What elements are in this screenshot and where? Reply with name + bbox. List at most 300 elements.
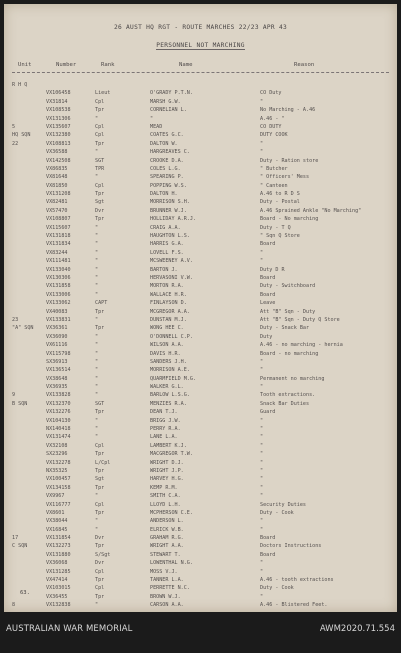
table-row bbox=[4, 551, 397, 559]
table-row bbox=[4, 542, 397, 550]
number-cell: VX36588 bbox=[46, 149, 68, 156]
reason-cell: DUTY COOK bbox=[260, 132, 288, 139]
column-header-number: Number bbox=[56, 62, 77, 68]
table-row bbox=[4, 240, 397, 248]
number-cell: VX131306 bbox=[46, 115, 71, 122]
reason-cell: CO Duty bbox=[260, 90, 282, 97]
reason-cell: Board bbox=[260, 241, 276, 248]
rank-cell: Tpr bbox=[95, 308, 105, 315]
name-cell: CORNELIAN L. bbox=[150, 107, 187, 114]
name-cell: MORTON R.A. bbox=[150, 283, 184, 290]
reason-cell: " bbox=[260, 484, 264, 491]
rank-cell: " bbox=[95, 174, 99, 181]
number-cell: VX61116 bbox=[46, 342, 68, 349]
unit-cell: 17 bbox=[12, 535, 19, 542]
rank-cell: " bbox=[95, 266, 99, 273]
rank-cell: " bbox=[95, 493, 99, 500]
table-row bbox=[4, 81, 397, 89]
number-cell: VX38044 bbox=[46, 518, 68, 525]
name-cell: BRUNNER W.J. bbox=[150, 207, 187, 214]
rank-cell: Cpl bbox=[95, 585, 105, 592]
name-cell: DALTON H. bbox=[150, 191, 178, 198]
table-row bbox=[4, 576, 397, 584]
unit-cell: 5 bbox=[12, 123, 16, 130]
rank-cell: " bbox=[95, 602, 99, 609]
reason-cell: " Butcher bbox=[260, 165, 288, 172]
name-cell: LAMBERT K.J. bbox=[150, 442, 187, 449]
name-cell: LOVELL F.S. bbox=[150, 249, 184, 256]
rank-cell: " bbox=[95, 434, 99, 441]
table-row bbox=[4, 215, 397, 223]
reason-cell: No Marching - A.46 bbox=[260, 107, 316, 114]
table-row bbox=[4, 173, 397, 181]
unit-cell: "A" SQN bbox=[12, 325, 34, 332]
number-cell: VX133828 bbox=[46, 392, 71, 399]
rank-cell: Tpr bbox=[95, 593, 105, 600]
rank-cell: " bbox=[95, 149, 99, 156]
unit-cell: HQ SQN bbox=[12, 132, 31, 139]
table-row bbox=[4, 601, 397, 609]
table-row bbox=[4, 425, 397, 433]
table-row bbox=[4, 198, 397, 206]
reason-cell: Permanent no marching bbox=[260, 375, 325, 382]
table-row bbox=[4, 123, 397, 131]
number-cell: VX108538 bbox=[46, 107, 71, 114]
table-row bbox=[4, 534, 397, 542]
reason-cell: " bbox=[260, 442, 264, 449]
rank-cell: " bbox=[95, 274, 99, 281]
table-row bbox=[4, 98, 397, 106]
name-cell: SMITH C.A. bbox=[150, 493, 181, 500]
number-cell: VX133831 bbox=[46, 316, 71, 323]
column-header-rank: Rank bbox=[101, 62, 115, 68]
reason-cell: CO DUTY bbox=[260, 123, 282, 130]
number-cell: VX111481 bbox=[46, 258, 71, 265]
name-cell: O'DONNELL C.P. bbox=[150, 333, 193, 340]
name-cell: DAVIS H.R. bbox=[150, 350, 181, 357]
number-cell: VX104130 bbox=[46, 417, 71, 424]
rank-cell: " bbox=[95, 241, 99, 248]
name-cell: CARSON A.A. bbox=[150, 602, 184, 609]
table-row bbox=[4, 333, 397, 341]
number-cell: VX115798 bbox=[46, 350, 71, 357]
rank-cell: " bbox=[95, 233, 99, 240]
reason-cell: " bbox=[260, 459, 264, 466]
name-cell: COLES L.G. bbox=[150, 165, 181, 172]
rank-cell: " bbox=[95, 342, 99, 349]
table-row bbox=[4, 182, 397, 190]
number-cell: VX131474 bbox=[46, 434, 71, 441]
number-cell: SX36913 bbox=[46, 358, 68, 365]
table-row bbox=[4, 257, 397, 265]
table-row bbox=[4, 408, 397, 416]
name-cell: MARSH G.W. bbox=[150, 98, 181, 105]
table-row bbox=[4, 115, 397, 123]
number-cell: VX131880 bbox=[46, 551, 71, 558]
reason-cell: Leave bbox=[260, 300, 276, 307]
rank-cell: Dvr bbox=[95, 560, 105, 567]
number-cell: VX131818 bbox=[46, 233, 71, 240]
table-row bbox=[4, 509, 397, 517]
reason-cell: Board bbox=[260, 291, 276, 298]
table-row bbox=[4, 467, 397, 475]
name-cell: BRIGG J.W. bbox=[150, 417, 181, 424]
number-cell: VX103015 bbox=[46, 585, 71, 592]
rank-cell: " bbox=[95, 375, 99, 382]
number-cell: VX135607 bbox=[46, 123, 71, 130]
name-cell: DEAN T.J. bbox=[150, 409, 178, 416]
table-row bbox=[4, 433, 397, 441]
header-divider bbox=[12, 72, 389, 73]
rank-cell: Tpr bbox=[95, 191, 105, 198]
table-row bbox=[4, 308, 397, 316]
table-row bbox=[4, 366, 397, 374]
unit-cell: R H Q bbox=[12, 82, 28, 88]
name-cell: KEMP R.M. bbox=[150, 484, 178, 491]
table-row bbox=[4, 375, 397, 383]
reason-cell: " bbox=[260, 149, 264, 156]
number-cell: VX16845 bbox=[46, 526, 68, 533]
reason-cell: " bbox=[260, 258, 264, 265]
name-cell: MCPHERSON C.E. bbox=[150, 509, 193, 516]
table-row bbox=[4, 501, 397, 509]
table-row bbox=[4, 224, 397, 232]
number-cell: VX116777 bbox=[46, 501, 71, 508]
rank-cell: Lieut bbox=[95, 90, 111, 97]
table-row bbox=[4, 274, 397, 282]
rank-cell: Tpr bbox=[95, 543, 105, 550]
name-cell: MORRISON S.H. bbox=[150, 199, 190, 206]
table-row bbox=[4, 148, 397, 156]
table-row bbox=[4, 568, 397, 576]
name-cell: " bbox=[150, 115, 154, 122]
subtitle-text: PERSONNEL NOT MARCHING bbox=[156, 42, 245, 49]
reason-cell: " bbox=[260, 476, 264, 483]
reason-cell: Board bbox=[260, 551, 276, 558]
rank-cell: " bbox=[95, 367, 99, 374]
reason-cell: Duty D R bbox=[260, 266, 285, 273]
rank-cell: " bbox=[95, 291, 99, 298]
reason-cell: " Sqn Q Store bbox=[260, 233, 300, 240]
number-cell: VX82481 bbox=[46, 199, 68, 206]
document-subtitle bbox=[4, 42, 397, 49]
reason-cell: Duty - Snack Bar bbox=[260, 325, 310, 332]
record-id: AWM2020.71.554 bbox=[319, 624, 395, 634]
name-cell: ELRICK W.B. bbox=[150, 526, 184, 533]
reason-cell: " bbox=[260, 426, 264, 433]
number-cell: VX134158 bbox=[46, 484, 71, 491]
table-row bbox=[4, 584, 397, 592]
name-cell: CROOKE D.A. bbox=[150, 157, 184, 164]
table-row bbox=[4, 475, 397, 483]
name-cell: BARTON J. bbox=[150, 266, 178, 273]
name-cell: SPEARING P. bbox=[150, 174, 184, 181]
name-cell: WALKER G.L. bbox=[150, 384, 184, 391]
table-row bbox=[4, 593, 397, 601]
name-cell: PERRY R.A. bbox=[150, 426, 181, 433]
reason-cell: Board bbox=[260, 535, 276, 542]
reason-cell: " bbox=[260, 526, 264, 533]
number-cell: VX32108 bbox=[46, 442, 68, 449]
document-page bbox=[4, 4, 397, 612]
rank-cell: " bbox=[95, 426, 99, 433]
reason-cell: Board - no marching bbox=[260, 350, 319, 357]
reason-cell: " bbox=[260, 417, 264, 424]
table-row bbox=[4, 324, 397, 332]
name-cell: COATES G.C. bbox=[150, 132, 184, 139]
name-cell: MENZIES R.A. bbox=[150, 400, 187, 407]
table-row bbox=[4, 417, 397, 425]
reason-cell: Board bbox=[260, 274, 276, 281]
name-cell: HOLLIDAY A.R.J. bbox=[150, 216, 197, 223]
column-header-unit: Unit bbox=[18, 62, 32, 68]
rank-cell: Tpr bbox=[95, 509, 105, 516]
number-cell: VX38648 bbox=[46, 375, 68, 382]
table-row bbox=[4, 232, 397, 240]
reason-cell: " bbox=[260, 367, 264, 374]
rank-cell: " bbox=[95, 224, 99, 231]
collection-name: AUSTRALIAN WAR MEMORIAL bbox=[6, 624, 133, 634]
reason-cell: Doctors Instructions bbox=[260, 543, 322, 550]
number-cell: VX106458 bbox=[46, 90, 71, 97]
reason-cell: " bbox=[260, 434, 264, 441]
number-cell: VX132370 bbox=[46, 400, 71, 407]
reason-cell: A.46 - tooth extractions bbox=[260, 577, 334, 584]
number-cell: VX131285 bbox=[46, 568, 71, 575]
name-cell: STEWART T. bbox=[150, 551, 181, 558]
reason-cell: Duty - Cook bbox=[260, 585, 294, 592]
name-cell: WRIGHT A.A. bbox=[150, 543, 184, 550]
unit-cell: 9 bbox=[12, 392, 16, 399]
reason-cell: " bbox=[260, 451, 264, 458]
name-cell: GRAHAM R.G. bbox=[150, 535, 184, 542]
reason-cell: " bbox=[260, 560, 264, 567]
number-cell: VX36455 bbox=[46, 593, 68, 600]
table-row bbox=[4, 358, 397, 366]
rank-cell: " bbox=[95, 518, 99, 525]
name-cell: HARRIS G.A. bbox=[150, 241, 184, 248]
reason-cell: " bbox=[260, 568, 264, 575]
number-cell: VX133062 bbox=[46, 300, 71, 307]
reason-cell: Duty - Switchboard bbox=[260, 283, 316, 290]
table-row bbox=[4, 492, 397, 500]
unit-cell: 23 bbox=[12, 316, 19, 323]
table-row bbox=[4, 165, 397, 173]
reason-cell: " bbox=[260, 249, 264, 256]
number-cell: VX36090 bbox=[46, 333, 68, 340]
number-cell: VX36361 bbox=[46, 325, 68, 332]
number-cell: VX9967 bbox=[46, 493, 65, 500]
rank-cell: " bbox=[95, 384, 99, 391]
name-cell: DALTON W. bbox=[150, 140, 178, 147]
table-row bbox=[4, 316, 397, 324]
rank-cell: Sgt bbox=[95, 476, 105, 483]
rank-cell: " bbox=[95, 358, 99, 365]
reason-cell: " bbox=[260, 518, 264, 525]
archive-footer bbox=[0, 616, 401, 653]
name-cell: HARGREAVES C. bbox=[150, 149, 190, 156]
name-cell: MORRISON A.E. bbox=[150, 367, 190, 374]
table-row bbox=[4, 559, 397, 567]
table-row bbox=[4, 517, 397, 525]
reason-cell: Att "B" Sqn - Duty bbox=[260, 308, 316, 315]
table-row bbox=[4, 526, 397, 534]
table-row bbox=[4, 106, 397, 114]
name-cell: PERRETTE N.C. bbox=[150, 585, 190, 592]
name-cell: WRIGHT D.J. bbox=[150, 459, 184, 466]
number-cell: VX132276 bbox=[46, 409, 71, 416]
rank-cell: " bbox=[95, 526, 99, 533]
unit-cell: 8 bbox=[12, 602, 16, 609]
name-cell: SANDERS J.H. bbox=[150, 358, 187, 365]
total-count: 63. bbox=[20, 590, 30, 596]
number-cell: VX36935 bbox=[46, 384, 68, 391]
table-row bbox=[4, 459, 397, 467]
reason-cell: Duty - Postal bbox=[260, 199, 300, 206]
rank-cell: Tpr bbox=[95, 467, 105, 474]
number-cell: VX47414 bbox=[46, 577, 68, 584]
name-cell: HERVASONI V.W. bbox=[150, 274, 193, 281]
number-cell: VX86835 bbox=[46, 165, 68, 172]
number-cell: VX31814 bbox=[46, 98, 68, 105]
column-header-reason: Reason bbox=[294, 62, 315, 68]
reason-cell: A.46 Sprained Ankle "No Marching" bbox=[260, 207, 362, 214]
table-row bbox=[4, 249, 397, 257]
table-row bbox=[4, 140, 397, 148]
rank-cell: L/Cpl bbox=[95, 459, 111, 466]
number-cell: VX81648 bbox=[46, 174, 68, 181]
name-cell: BROWN W.J. bbox=[150, 593, 181, 600]
number-cell: VX136514 bbox=[46, 367, 71, 374]
reason-cell: A.46 - no marching - hernia bbox=[260, 342, 343, 349]
name-cell: QUARMFIELD M.G. bbox=[150, 375, 197, 382]
number-cell: VX108813 bbox=[46, 140, 71, 147]
name-cell: HARVEY H.G. bbox=[150, 476, 184, 483]
name-cell: O'GRADY P.T.N. bbox=[150, 90, 193, 97]
rank-cell: Cpl bbox=[95, 182, 105, 189]
name-cell: WONG HEE C. bbox=[150, 325, 184, 332]
rank-cell: CAPT bbox=[95, 300, 108, 307]
name-cell: DUNSTAN M.J. bbox=[150, 316, 187, 323]
reason-cell: " bbox=[260, 384, 264, 391]
reason-cell: " bbox=[260, 358, 264, 365]
number-cell: VX115607 bbox=[46, 224, 71, 231]
rank-cell: TPR bbox=[95, 165, 105, 172]
name-cell: CRAIG A.A. bbox=[150, 224, 181, 231]
table-row bbox=[4, 89, 397, 97]
rank-cell: Cpl bbox=[95, 442, 105, 449]
reason-cell: A.46 - Blistered Feet. bbox=[260, 602, 328, 609]
table-row bbox=[4, 391, 397, 399]
name-cell: MEAD bbox=[150, 123, 163, 130]
reason-cell: Duty bbox=[260, 333, 273, 340]
reason-cell: " bbox=[260, 140, 264, 147]
rank-cell: Dvr bbox=[95, 207, 105, 214]
number-cell: VX131208 bbox=[46, 191, 71, 198]
rank-cell: Tpr bbox=[95, 451, 105, 458]
number-cell: VX81850 bbox=[46, 182, 68, 189]
reason-cell: " bbox=[260, 467, 264, 474]
rank-cell: S/Sgt bbox=[95, 551, 111, 558]
table-row bbox=[4, 484, 397, 492]
rank-cell: Cpl bbox=[95, 123, 105, 130]
name-cell: MCGREGOR A.A. bbox=[150, 308, 190, 315]
column-header-name: Name bbox=[179, 62, 193, 68]
column-header-row bbox=[4, 62, 397, 72]
reason-cell: Guard bbox=[260, 409, 276, 416]
reason-cell: " bbox=[260, 98, 264, 105]
table-row bbox=[4, 383, 397, 391]
number-cell: SX23296 bbox=[46, 451, 68, 458]
table-row bbox=[4, 190, 397, 198]
table-row bbox=[4, 442, 397, 450]
rank-cell: " bbox=[95, 115, 99, 122]
reason-cell: Att "B" Sqn - Duty Q Store bbox=[260, 316, 340, 323]
reason-cell: Snack Bar Duties bbox=[260, 400, 310, 407]
number-cell: VX142508 bbox=[46, 157, 71, 164]
number-cell: VX133006 bbox=[46, 291, 71, 298]
number-cell: VX40083 bbox=[46, 308, 68, 315]
rank-cell: " bbox=[95, 283, 99, 290]
number-cell: VX100457 bbox=[46, 476, 71, 483]
name-cell: WRIGHT J.P. bbox=[150, 467, 184, 474]
table-row bbox=[4, 400, 397, 408]
table-row bbox=[4, 450, 397, 458]
table-row bbox=[4, 299, 397, 307]
rank-cell: Tpr bbox=[95, 107, 105, 114]
personnel-table bbox=[4, 81, 397, 610]
rank-cell: " bbox=[95, 249, 99, 256]
name-cell: LOWENTHAL N.G. bbox=[150, 560, 193, 567]
name-cell: BARLOW L.S.G. bbox=[150, 392, 190, 399]
unit-cell: 22 bbox=[12, 140, 19, 147]
number-cell: VX132278 bbox=[46, 459, 71, 466]
number-cell: VX132380 bbox=[46, 132, 71, 139]
reason-cell: Tooth extractions. bbox=[260, 392, 316, 399]
name-cell: MACGREGOR T.W. bbox=[150, 451, 193, 458]
reason-cell: " bbox=[260, 593, 264, 600]
rank-cell: " bbox=[95, 333, 99, 340]
name-cell: WILSON A.A. bbox=[150, 342, 184, 349]
reason-cell: " bbox=[260, 493, 264, 500]
rank-cell: " bbox=[95, 316, 99, 323]
name-cell: MOSS V.J. bbox=[150, 568, 178, 575]
rank-cell: Dvr bbox=[95, 535, 105, 542]
reason-cell: Security Duties bbox=[260, 501, 307, 508]
number-cell: VX130306 bbox=[46, 274, 71, 281]
number-cell: VX8601 bbox=[46, 509, 65, 516]
rank-cell: Tpr bbox=[95, 484, 105, 491]
unit-cell: B SQN bbox=[12, 400, 28, 407]
name-cell: TANNER L.A. bbox=[150, 577, 184, 584]
rank-cell: Tpr bbox=[95, 577, 105, 584]
reason-cell: Duty - Ration store bbox=[260, 157, 319, 164]
name-cell: MCSWEENEY A.V. bbox=[150, 258, 193, 265]
number-cell: VX57470 bbox=[46, 207, 68, 214]
name-cell: LLOYD L.H. bbox=[150, 501, 181, 508]
number-cell: VX133040 bbox=[46, 266, 71, 273]
name-cell: WALLACE H.R. bbox=[150, 291, 187, 298]
number-cell: NX140418 bbox=[46, 426, 71, 433]
rank-cell: " bbox=[95, 392, 99, 399]
table-row bbox=[4, 207, 397, 215]
rank-cell: " bbox=[95, 350, 99, 357]
table-row bbox=[4, 350, 397, 358]
document-title: 26 AUST HQ RGT - ROUTE MARCHES 22/23 APR 43 bbox=[113, 24, 288, 31]
table-row bbox=[4, 157, 397, 165]
reason-cell: " Canteen bbox=[260, 182, 288, 189]
reason-cell: Duty - Cook bbox=[260, 509, 294, 516]
